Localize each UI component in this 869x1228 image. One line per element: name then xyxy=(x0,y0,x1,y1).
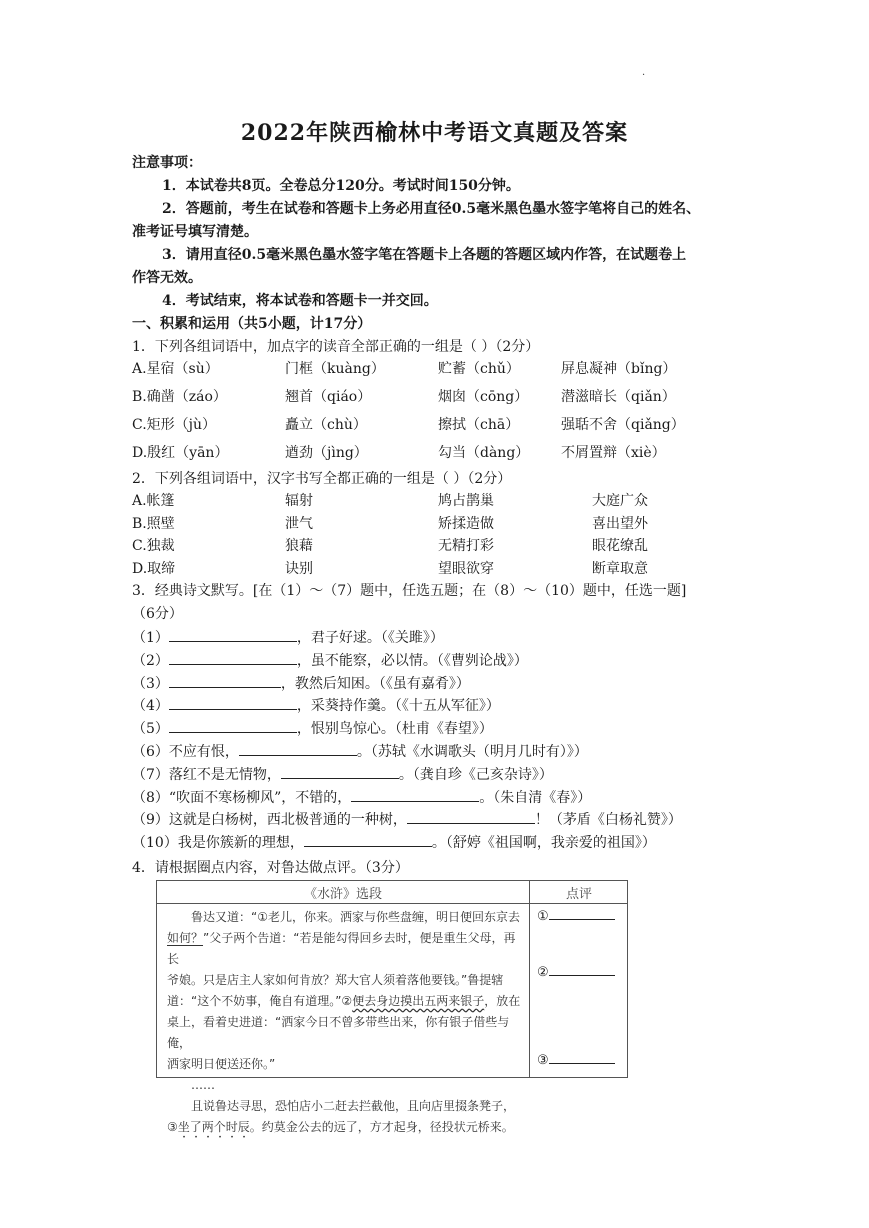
question-2-stem: 2．下列各组词语中，汉字书写全都正确的一组是（ ）（2分） xyxy=(132,471,512,487)
option-cell: 勾当（dàng） xyxy=(438,445,530,461)
passage-text: ，放在 xyxy=(484,994,521,1008)
answer-blank[interactable] xyxy=(304,831,432,847)
recitation-item: （7）落红不是无情物， 。（龚自珍《己亥杂诗》） xyxy=(132,763,553,786)
option-cell: 鸠占鹊巢 xyxy=(438,493,494,509)
answer-blank[interactable] xyxy=(281,763,399,779)
recitation-item: （5） ，恨别鸟惊心。（杜甫《春望》） xyxy=(132,717,493,740)
option-cell: 望眼欲穿 xyxy=(438,560,494,577)
question-4-stem: 4．请根据圈点内容，对鲁达做点评。（3分） xyxy=(132,860,409,876)
option-cell: 贮蓄（chǔ） xyxy=(438,361,520,377)
comment-blank-1: ① xyxy=(537,907,615,924)
option-cell: 强聒不舍（qiǎng） xyxy=(561,417,685,433)
option-cell: 翘首（qiáo） xyxy=(285,389,372,405)
option-cell: 烟囱（cōng） xyxy=(438,389,529,405)
question-1-stem: 1．下列各组词语中，加点字的读音全部正确的一组是（ ）（2分） xyxy=(132,339,540,355)
option-cell: 断章取意 xyxy=(592,560,648,577)
option-cell: 喜出望外 xyxy=(592,515,648,532)
answer-blank[interactable] xyxy=(169,694,297,710)
option-cell: 门框（kuàng） xyxy=(285,361,385,377)
comment-blank-3: ③ xyxy=(537,1051,615,1068)
notice-heading: 注意事项： xyxy=(132,155,202,171)
answer-blank[interactable] xyxy=(169,717,297,733)
passage-text: 洒家明日便送还你。” xyxy=(167,1057,276,1071)
question-3-score: （6分） xyxy=(132,606,183,622)
notice-item: 作答无效。 xyxy=(132,270,202,286)
option-cell: A.帐篷 xyxy=(132,493,175,509)
ellipsis: …… xyxy=(191,1078,215,1092)
option-cell: 遒劲（jìng） xyxy=(285,445,368,461)
answer-blank[interactable] xyxy=(239,740,357,756)
option-cell: 辐射 xyxy=(285,493,313,509)
passage-text: 。约莫金公去的远了，方才起身，径投状元桥来。 xyxy=(249,1120,514,1134)
dotted-text: 坐了两个时辰 xyxy=(177,1120,250,1134)
option-cell: D.取缔 xyxy=(132,560,176,577)
passage-text: 且说鲁达寻思，恐怕店小二赶去拦截他，且向店里掇条凳子， xyxy=(191,1099,516,1113)
option-cell: 大庭广众 xyxy=(592,493,648,509)
question-3-stem: 3．经典诗文默写。[在（1）～（7）题中，任选五题；在（8）～（10）题中，任选一题] xyxy=(132,583,687,599)
option-cell: 诀别 xyxy=(285,560,313,577)
wavy-underlined-text: 便去身边摸出五两来银子 xyxy=(352,994,485,1008)
recitation-item: （3） ，教然后知困。（《虽有嘉肴》） xyxy=(132,672,470,695)
review-table xyxy=(156,880,628,1134)
option-cell: 狼藉 xyxy=(285,538,313,554)
passage-text: 爷娘。只是店主人家如何肯放？郑大官人须着落他要钱。”鲁提辖 xyxy=(167,973,504,987)
option-cell: D.殷红（yān） xyxy=(132,445,229,461)
option-cell: C.矩形（jù） xyxy=(132,417,217,433)
passage-text: 鲁达又道：“①老儿，你来。洒家与你些盘缠，明日便回东京去 xyxy=(191,910,520,924)
option-cell: A.星宿（sù） xyxy=(132,361,219,377)
page-title: 2022年陕西榆林中考语文真题及答案 xyxy=(240,120,629,146)
passage-text: 桌上，看着史进道：“洒家今日不曾多带些出来，你有银子借些与俺， xyxy=(167,1015,510,1050)
notice-item: 准考证号填写清楚。 xyxy=(132,224,258,240)
table-col-passage: 《水浒》选段 xyxy=(303,887,382,902)
option-cell: 擦拭（chā） xyxy=(438,417,520,433)
answer-blank[interactable] xyxy=(169,649,297,665)
answer-blank[interactable] xyxy=(169,626,297,642)
option-cell: 矗立（chù） xyxy=(285,417,367,433)
recitation-item: （1） ，君子好逑。（《关雎》） xyxy=(132,626,444,649)
comment-blank-2: ② xyxy=(537,963,615,980)
passage-text: 道：“这个不妨事，俺自有道理。”② xyxy=(167,994,353,1008)
passage-text: ”父子两个告道：“若是能勾得回乡去时，便是重生父母，再长 xyxy=(167,931,516,966)
underlined-text: 如何？ xyxy=(167,931,204,945)
header-mark: · xyxy=(642,70,646,81)
option-cell: B.确凿（záo） xyxy=(132,389,227,405)
notice-item: 1．本试卷共8页。全卷总分120分。考试时间150分钟。 xyxy=(162,178,520,194)
section-heading: 一、积累和运用（共5小题，计17分） xyxy=(132,316,372,332)
option-cell: 无精打彩 xyxy=(438,538,494,554)
notice-item: 2．答题前，考生在试卷和答题卡上务必用直径0.5毫米黑色墨水签字笔将自己的姓名、 xyxy=(162,201,701,217)
recitation-item: （10）我是你簇新的理想， 。（舒婷《祖国啊，我亲爱的祖国》） xyxy=(132,831,656,854)
answer-blank[interactable] xyxy=(351,786,479,802)
notice-item: 4．考试结束，将本试卷和答题卡一并交回。 xyxy=(162,293,438,309)
passage-text xyxy=(167,907,522,1141)
recitation-item: （8）“吹面不寒杨柳风”，不错的， 。（朱自清《春》） xyxy=(132,786,591,809)
option-cell: 屏息凝神（bǐng） xyxy=(561,361,677,377)
option-cell: C.独裁 xyxy=(132,538,175,554)
answer-blank[interactable] xyxy=(407,808,535,824)
option-cell: 眼花缭乱 xyxy=(592,538,648,554)
recitation-item: （2） ，虽不能察，必以情。（《曹刿论战》） xyxy=(132,649,528,672)
answer-blank[interactable] xyxy=(169,672,281,688)
option-cell: B.照壁 xyxy=(132,515,175,532)
marker: ③ xyxy=(167,1120,178,1134)
recitation-item: （6）不应有恨， 。（苏轼《水调歌头（明月几时有）》） xyxy=(132,740,588,763)
option-cell: 不屑置辩（xiè） xyxy=(561,445,666,461)
notice-item: 3．请用直径0.5毫米黑色墨水签字笔在答题卡上各题的答题区域内作答，在试题卷上 xyxy=(162,247,687,263)
option-cell: 潜滋暗长（qiǎn） xyxy=(561,389,676,405)
option-cell: 矫揉造做 xyxy=(438,515,494,532)
table-col-comment: 点评 xyxy=(565,887,592,902)
option-cell: 泄气 xyxy=(285,515,313,532)
recitation-item: （9）这就是白杨树，西北极普通的一种树， ！（茅盾《白杨礼赞》） xyxy=(132,808,682,831)
recitation-item: （4） ，采葵持作羹。（《十五从军征》） xyxy=(132,694,500,717)
table-divider xyxy=(529,881,530,1077)
